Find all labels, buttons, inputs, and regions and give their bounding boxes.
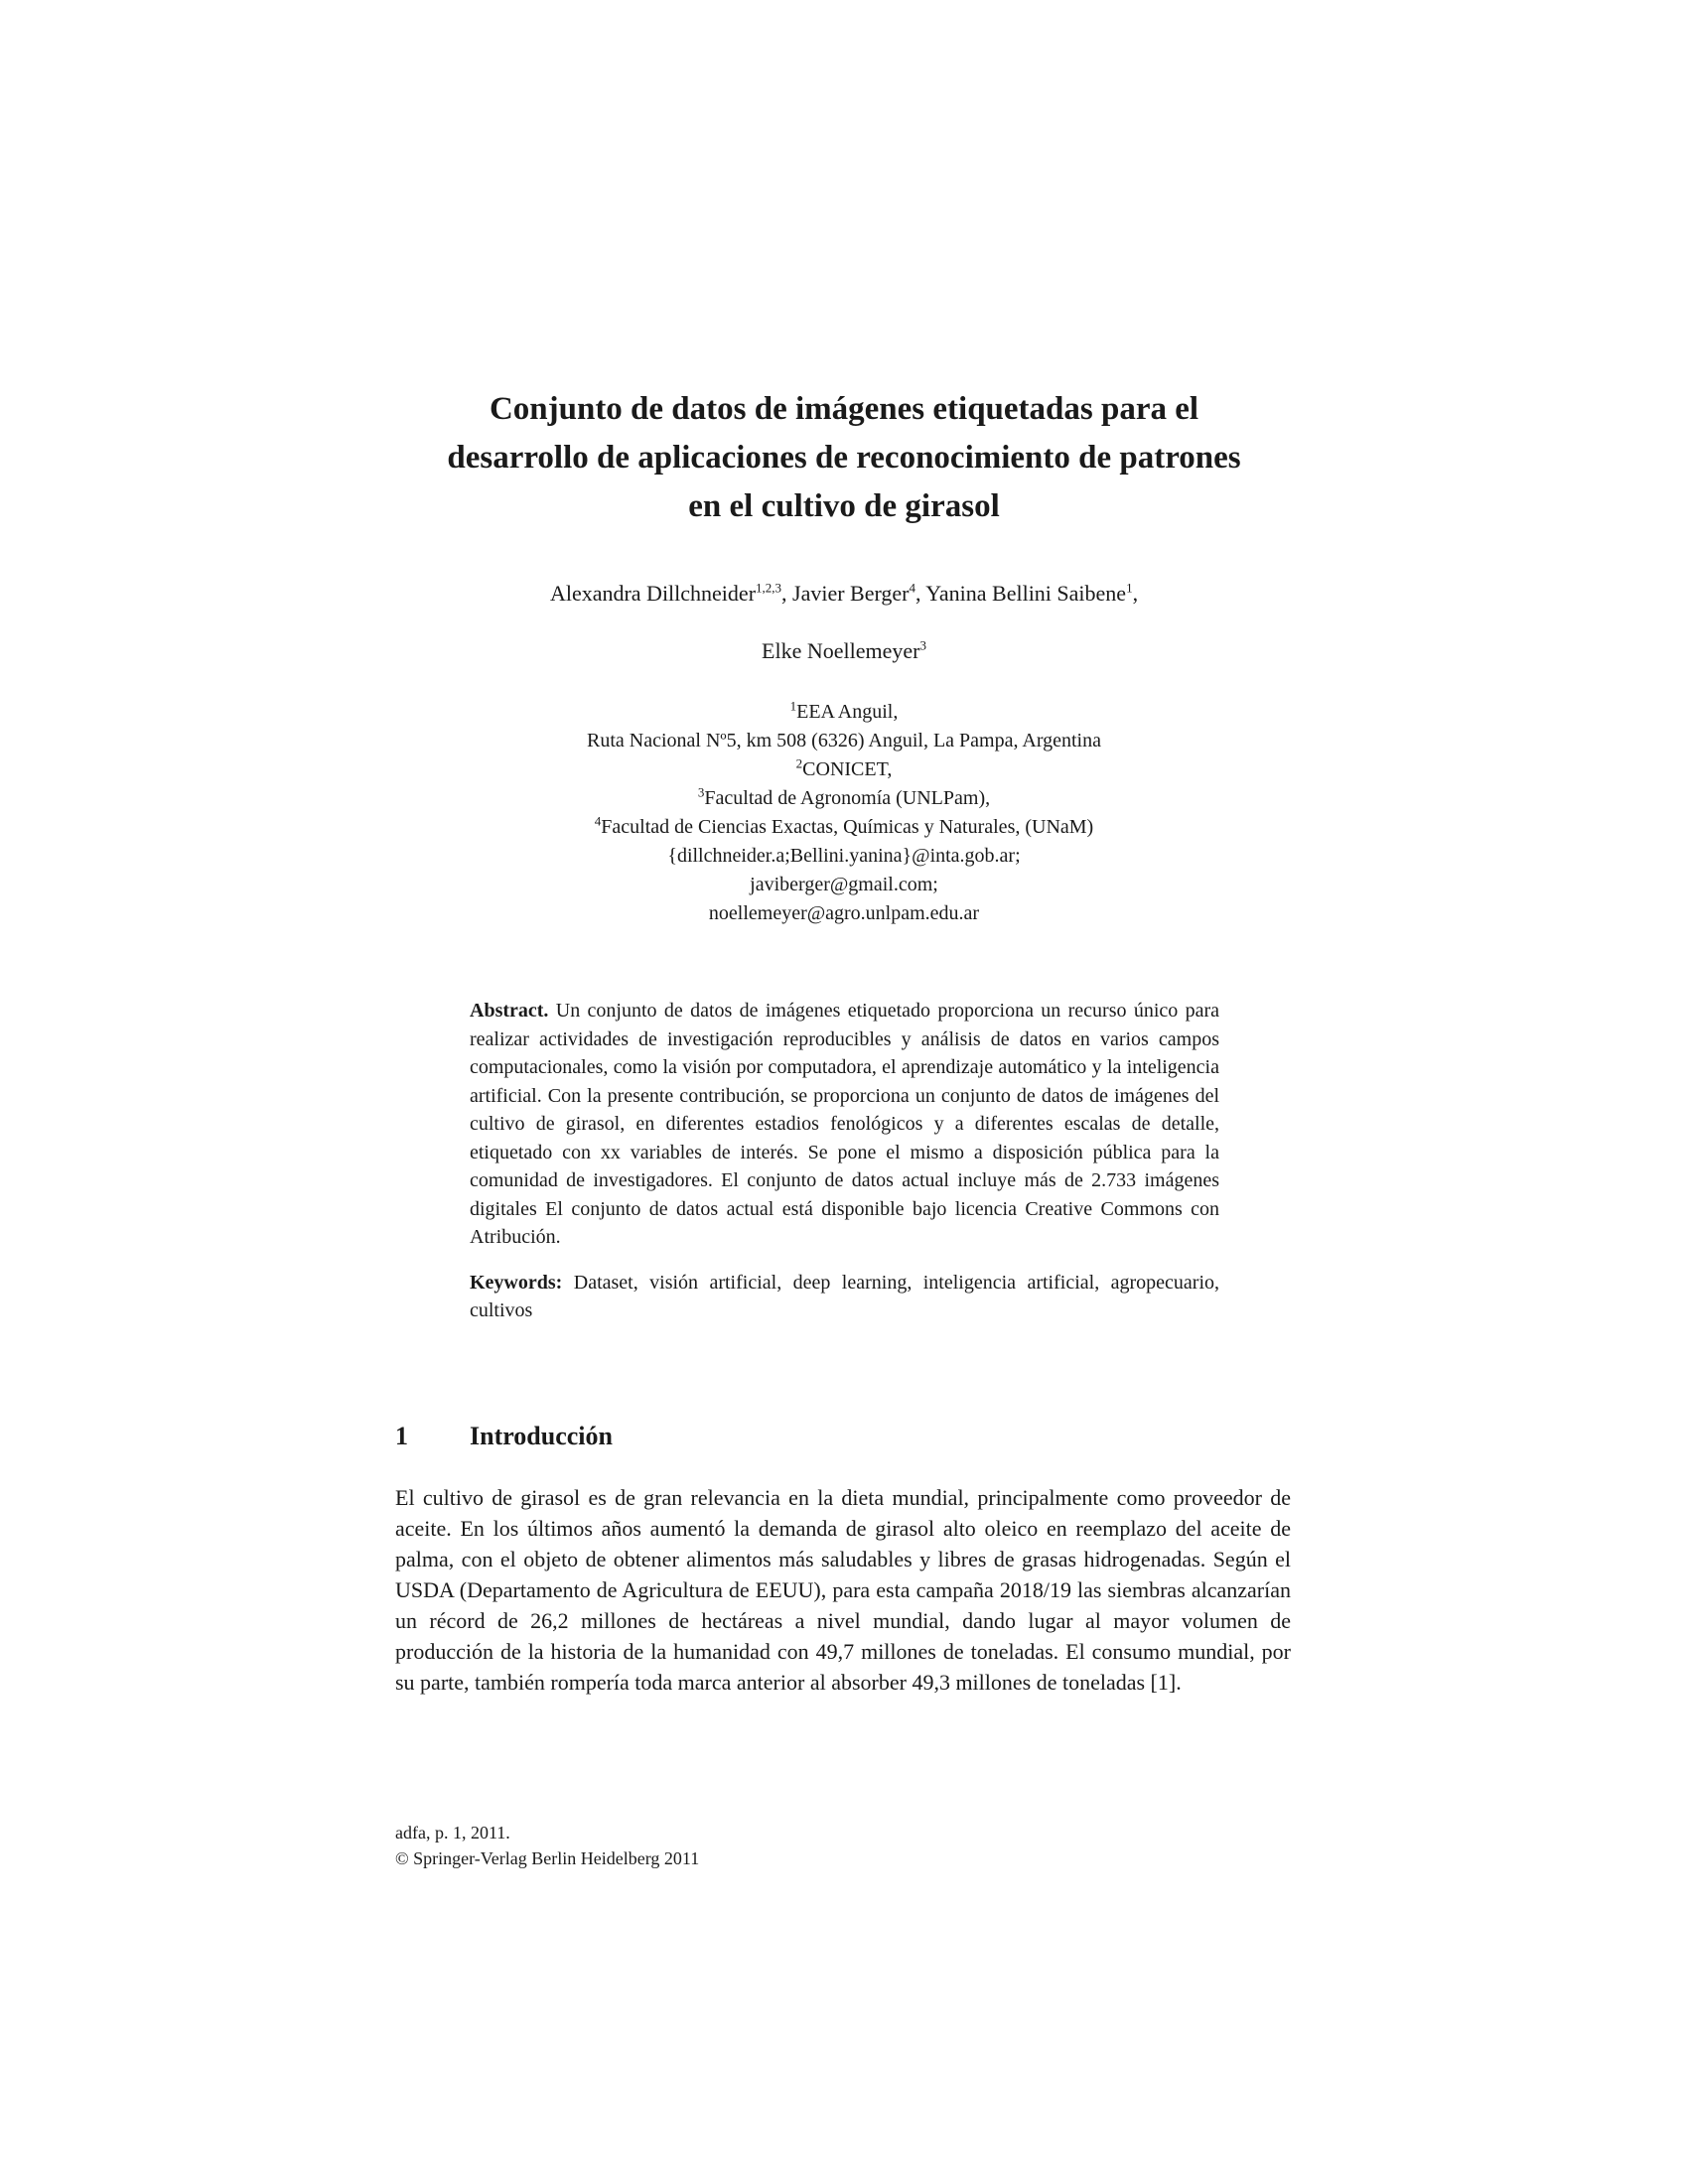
affiliation-text: Facultad de Agronomía (UNLPam), [704,787,991,809]
author-affil-sup: 1,2,3 [756,580,782,596]
email-line [0,899,1688,928]
author-separator: , [781,581,793,606]
abstract-label: Abstract. [470,1000,549,1022]
author-name: Yanina Bellini Saibene [925,581,1127,606]
affiliation-line [0,727,1688,755]
abstract-paragraph [470,997,1219,1252]
page-footer [395,1820,699,1871]
affiliation-sup: 3 [697,784,705,800]
author-separator: , [915,581,926,606]
affiliation-line [0,784,1688,813]
affiliation-sup: 2 [795,755,803,771]
keywords-paragraph [470,1269,1219,1325]
title-line: desarrollo de aplicaciones de reconocimiento de patrones [447,440,1241,476]
author-name: Alexandra Dillchneider [549,581,757,606]
footer-copyright: © Springer-Verlag Berlin Heidelberg 2011 [395,1848,700,1868]
author-separator: , [1132,581,1139,606]
email-line [0,842,1688,871]
email-text: {dillchneider.a;Bellini.yanina}@inta.gob.ar; [667,845,1021,867]
email-text: noellemeyer@agro.unlpam.edu.ar [708,902,980,924]
email-line [0,871,1688,899]
affiliation-line [0,698,1688,727]
title-line: en el cultivo de girasol [688,488,1000,524]
keywords-label: Keywords: [470,1271,563,1294]
author-affil-sup: 3 [919,637,926,653]
affiliations [0,698,1688,928]
footer-citation: adfa, p. 1, 2011. [395,1823,510,1843]
affiliation-line [0,813,1688,842]
affiliation-text: Ruta Nacional Nº5, km 508 (6326) Anguil, La Pampa, Argentina [587,730,1101,751]
keywords-text: Dataset, visión artificial, deep learning, inteligencia artificial, agropecuario, cultivos [470,1271,1219,1321]
author-list-line2 [0,636,1688,666]
affiliation-sup: 1 [789,698,797,714]
affiliation-line [0,755,1688,784]
paper-title [0,385,1688,531]
title-line: Conjunto de datos de imágenes etiquetadas para el [489,391,1199,427]
affiliation-text: EEA Anguil, [796,701,899,723]
intro-paragraph: El cultivo de girasol es de gran relevancia en la dieta mundial, principalmente como proveedor de aceite. En los últimos años aumentó la demanda de girasol alto oleico en reemplazo del aceite de palma, con el objeto de obtener alimentos más saludables y libres de grasas hidrogenadas. Según el USDA (Departamento de Agricultura de EEUU), para esta campaña 2018/19 las siembras alcanzarían un récord de 26,2 millones de hectáreas a nivel mundial, dando lugar al mayor volumen de producción de la historia de la humanidad con 49,7 millones de toneladas. El consumo mundial, por su parte, también rompería toda marca anterior al absorber 49,3 millones de toneladas [1]. [395,1485,1291,1695]
body-text [395,1482,1291,1698]
section-title: Introducción [470,1422,613,1450]
section-heading [395,1420,613,1453]
affiliation-text: CONICET, [802,758,893,780]
affiliation-text: Facultad de Ciencias Exactas, Químicas y Naturales, (UNaM) [601,816,1094,838]
author-list [0,579,1688,609]
abstract-block [470,997,1219,1325]
author-name: Javier Berger [792,581,910,606]
section-number: 1 [395,1422,408,1450]
author-name: Elke Noellemeyer [762,638,920,663]
affiliation-sup: 4 [594,813,602,829]
author-affil-sup: 4 [909,580,916,596]
author-affil-sup: 1 [1126,580,1133,596]
abstract-text: Un conjunto de datos de imágenes etiquetado proporciona un recurso único para realizar actividades de investigación reproducibles y análisis de datos en varios campos computacionales, como la visión por computadora, el aprendizaje automático y la inteligencia artificial. Con la presente contribución, se proporciona un conjunto de datos de imágenes del cultivo de girasol, en diferentes estadios fenológicos y a diferentes escalas de detalle, etiquetado con xx variables de interés. Se pone el mismo a disposición pública para la comunidad de investigadores. El conjunto de datos actual incluye más de 2.733 imágenes digitales El conjunto de datos actual está disponible bajo licencia Creative Commons con Atribución. [470,1000,1220,1248]
email-text: javiberger@gmail.com; [750,874,938,895]
